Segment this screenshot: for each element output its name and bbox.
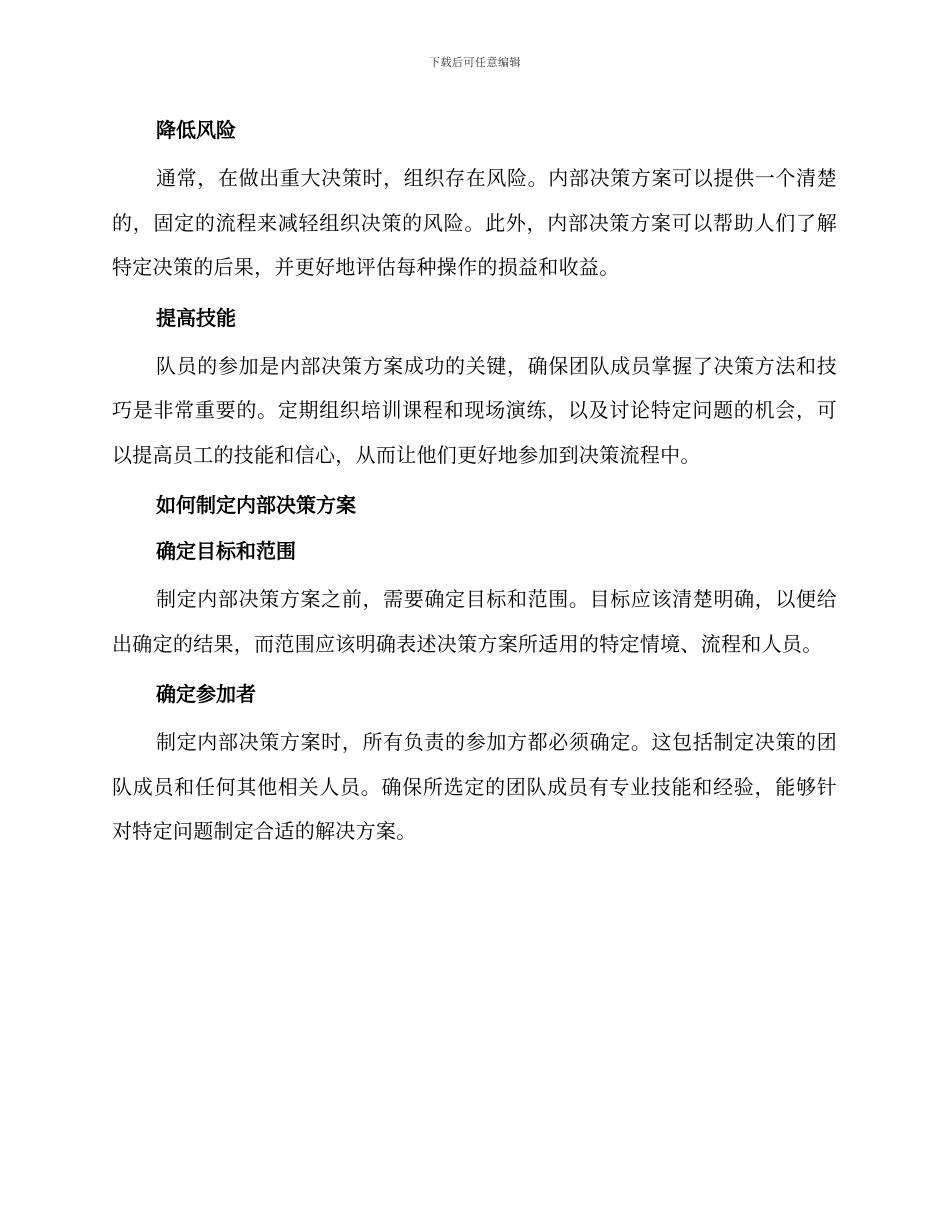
section-paragraph-improve-skills: 队员的参加是内部决策方案成功的关键，确保团队成员掌握了决策方法和技巧是非常重要的。定期组织培训课程和现场演练，以及讨论特定问题的机会，可以提高员工的技能和信心，从而让他们更好地参加到决策流程中。	[112, 353, 837, 467]
section-paragraph-reduce-risk: 通常，在做出重大决策时，组织存在风险。内部决策方案可以提供一个清楚的，固定的流程来减轻组织决策的风险。此外，内部决策方案可以帮助人们了解特定决策的后果，并更好地评估每种操作的损益和收益。	[112, 166, 837, 279]
section-heading-goals-scope: 确定目标和范围	[156, 539, 296, 563]
document-body	[112, 112, 837, 854]
section-heading-how-to: 如何制定内部决策方案	[156, 493, 356, 517]
section-heading-participants: 确定参加者	[156, 682, 256, 706]
page-header: 下载后可任意编辑	[429, 56, 521, 69]
section-heading-improve-skills: 提高技能	[156, 305, 236, 330]
section-heading-reduce-risk: 降低风险	[156, 118, 236, 142]
section-paragraph-goals-scope: 制定内部决策方案之前，需要确定目标和范围。目标应该清楚明确，以便给出确定的结果，而范围应该明确表述决策方案所适用的特定情境、流程和人员。	[112, 587, 837, 656]
section-paragraph-participants: 制定内部决策方案时，所有负责的参加方都必须确定。这包括制定决策的团队成员和任何其他相关人员。确保所选定的团队成员有专业技能和经验，能够针对特定问题制定合适的解决方案。	[112, 730, 837, 843]
